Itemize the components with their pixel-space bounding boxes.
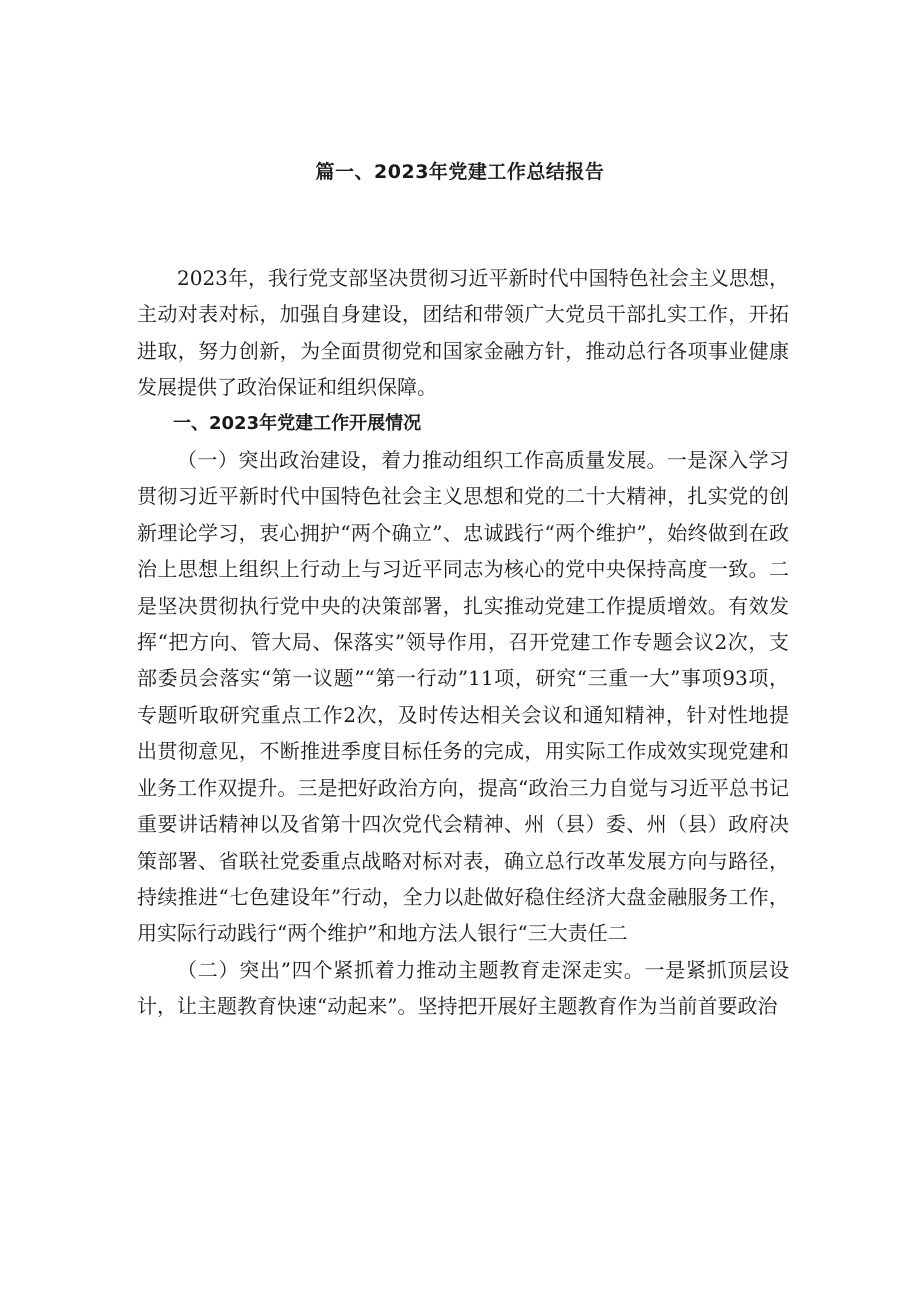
- section-paragraph-theme-education: （二）突出”四个紧抓着力推动主题教育走深走实。一是紧抓顶层设计，让主题教育快速“动起来”。坚持把开展好主题教育作为当前首要政治: [137, 957, 789, 1019]
- section-paragraph-political-building: （一）突出政治建设，着力推动组织工作高质量发展。一是深入学习贯彻习近平新时代中国特色社会主义思想和党的二十大精神，扎实党的创新理论学习，衷心拥护“两个确立”、忠诚践行“两个维护”，始终做到在政治上思想上组织上行动上与习近平同志为核心的党中央保持高度一致。二是坚决贯彻执行党中央的决策部署，扎实推动党建工作提质增效。有效发挥“把方向、管大局、保落实”领导作用，召开党建工作专题会议2次，支部委员会落实“第一议题”“第一行动”11项，研究“三重一大”事项93项，专题听取研究重点工作2次，及时传达相关会议和通知精神，针对性地提出贯彻意见，不断推进季度目标任务的完成，用实际工作成效实现党建和业务工作双提升。三是把好政治方向，提高“政治三力自觉与习近平总书记重要讲话精神以及省第十四次党代会精神、州（县）委、州（县）政府决策部署、省联社党委重点战略对标对表，确立总行改革发展方向与路径，持续推进“七色建设年”行动，全力以赴做好稳住经济大盘金融服务工作，用实际行动践行“两个维护”和地方法人银行“三大责任二: [137, 448, 789, 946]
- document-body: [137, 260, 789, 1025]
- section-heading: 一、2023年党建工作开展情况: [173, 412, 422, 434]
- document-title: 篇一、2023年党建工作总结报告: [315, 161, 605, 183]
- intro-paragraph: 2023年，我行党支部坚决贯彻习近平新时代中国特色社会主义思想，主动对表对标，加强自身建设，团结和带领广大党员干部扎实工作，开拓进取，努力创新，为全面贯彻党和国家金融方针，推动总行各项事业健康发展提供了政治保证和组织保障。: [137, 266, 789, 400]
